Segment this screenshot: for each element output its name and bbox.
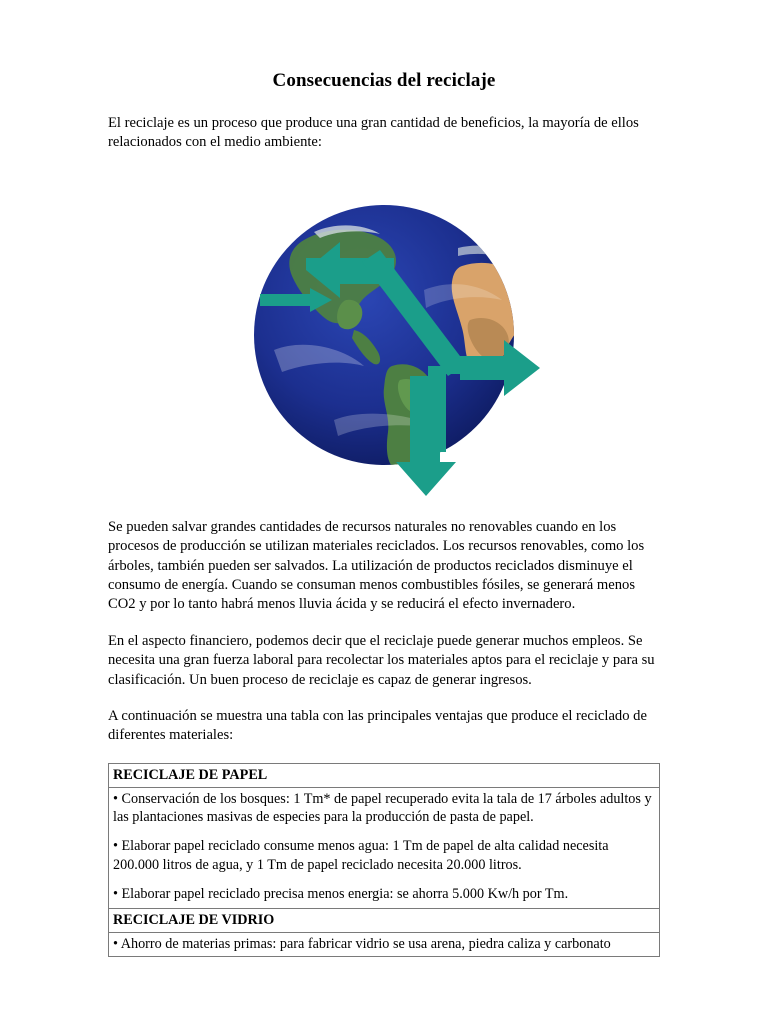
paragraph-resources: Se pueden salvar grandes cantidades de recursos naturales no renovables cuando en los procesos de producción se utilizan materiales reciclados. Los recursos renovables, como los árboles, también pueden ser salvados. La utilización de productos reciclados disminuye el consumo de energía. Cuando se consuman menos combustibles fósiles, se generará menos CO2 y por lo tanto habrá menos lluvia ácida y se reducirá el efecto invernadero.: [108, 518, 645, 613]
table-row: [109, 788, 660, 909]
paper-bullets-cell: [109, 788, 660, 909]
advantages-table: [108, 763, 660, 957]
paragraph-intro: El reciclaje es un proceso que produce una gran cantidad de beneficios, la mayoría de ellos relacionados con el medio ambiente:: [108, 115, 639, 151]
section-heading-paper: RECICLAJE DE PAPEL: [109, 763, 660, 787]
glass-bullet-1: • Ahorro de materias primas: para fabricar vidrio se usa arena, piedra caliza y carbonato: [109, 933, 660, 957]
page-title: Consecuencias del reciclaje: [272, 70, 496, 91]
table-row: [109, 933, 660, 957]
paragraph-financial: En el aspecto financiero, podemos decir que el reciclaje puede generar muchos empleos. Se necesita una gran fuerza laboral para recolectar los materiales aptos para el reciclaje y para su clasificación. Un buen proceso de reciclaje es capaz de generar ingresos.: [108, 632, 655, 688]
paper-bullet-2: • Elaborar papel reciclado consume menos agua: 1 Tm de papel de alta calidad necesita 200.000 litros de agua, y 1 Tm de papel reciclado necesita 20.000 litros.: [113, 838, 609, 873]
table-row: [109, 763, 660, 787]
paper-bullet-3: • Elaborar papel reciclado precisa menos energia: se ahorra 5.000 Kw/h por Tm.: [113, 885, 569, 902]
section-heading-glass: RECICLAJE DE VIDRIO: [109, 908, 660, 932]
paper-bullet-1: • Conservación de los bosques: 1 Tm* de papel recuperado evita la tala de 17 árboles adultos y las plantaciones masivas de especies para la producción de pasta de papel.: [113, 791, 652, 826]
table-row: [109, 908, 660, 932]
paragraph-table-intro: A continuación se muestra una tabla con las principales ventajas que produce el reciclado de diferentes materiales:: [108, 708, 647, 744]
recycling-earth-illustration: [108, 170, 660, 500]
